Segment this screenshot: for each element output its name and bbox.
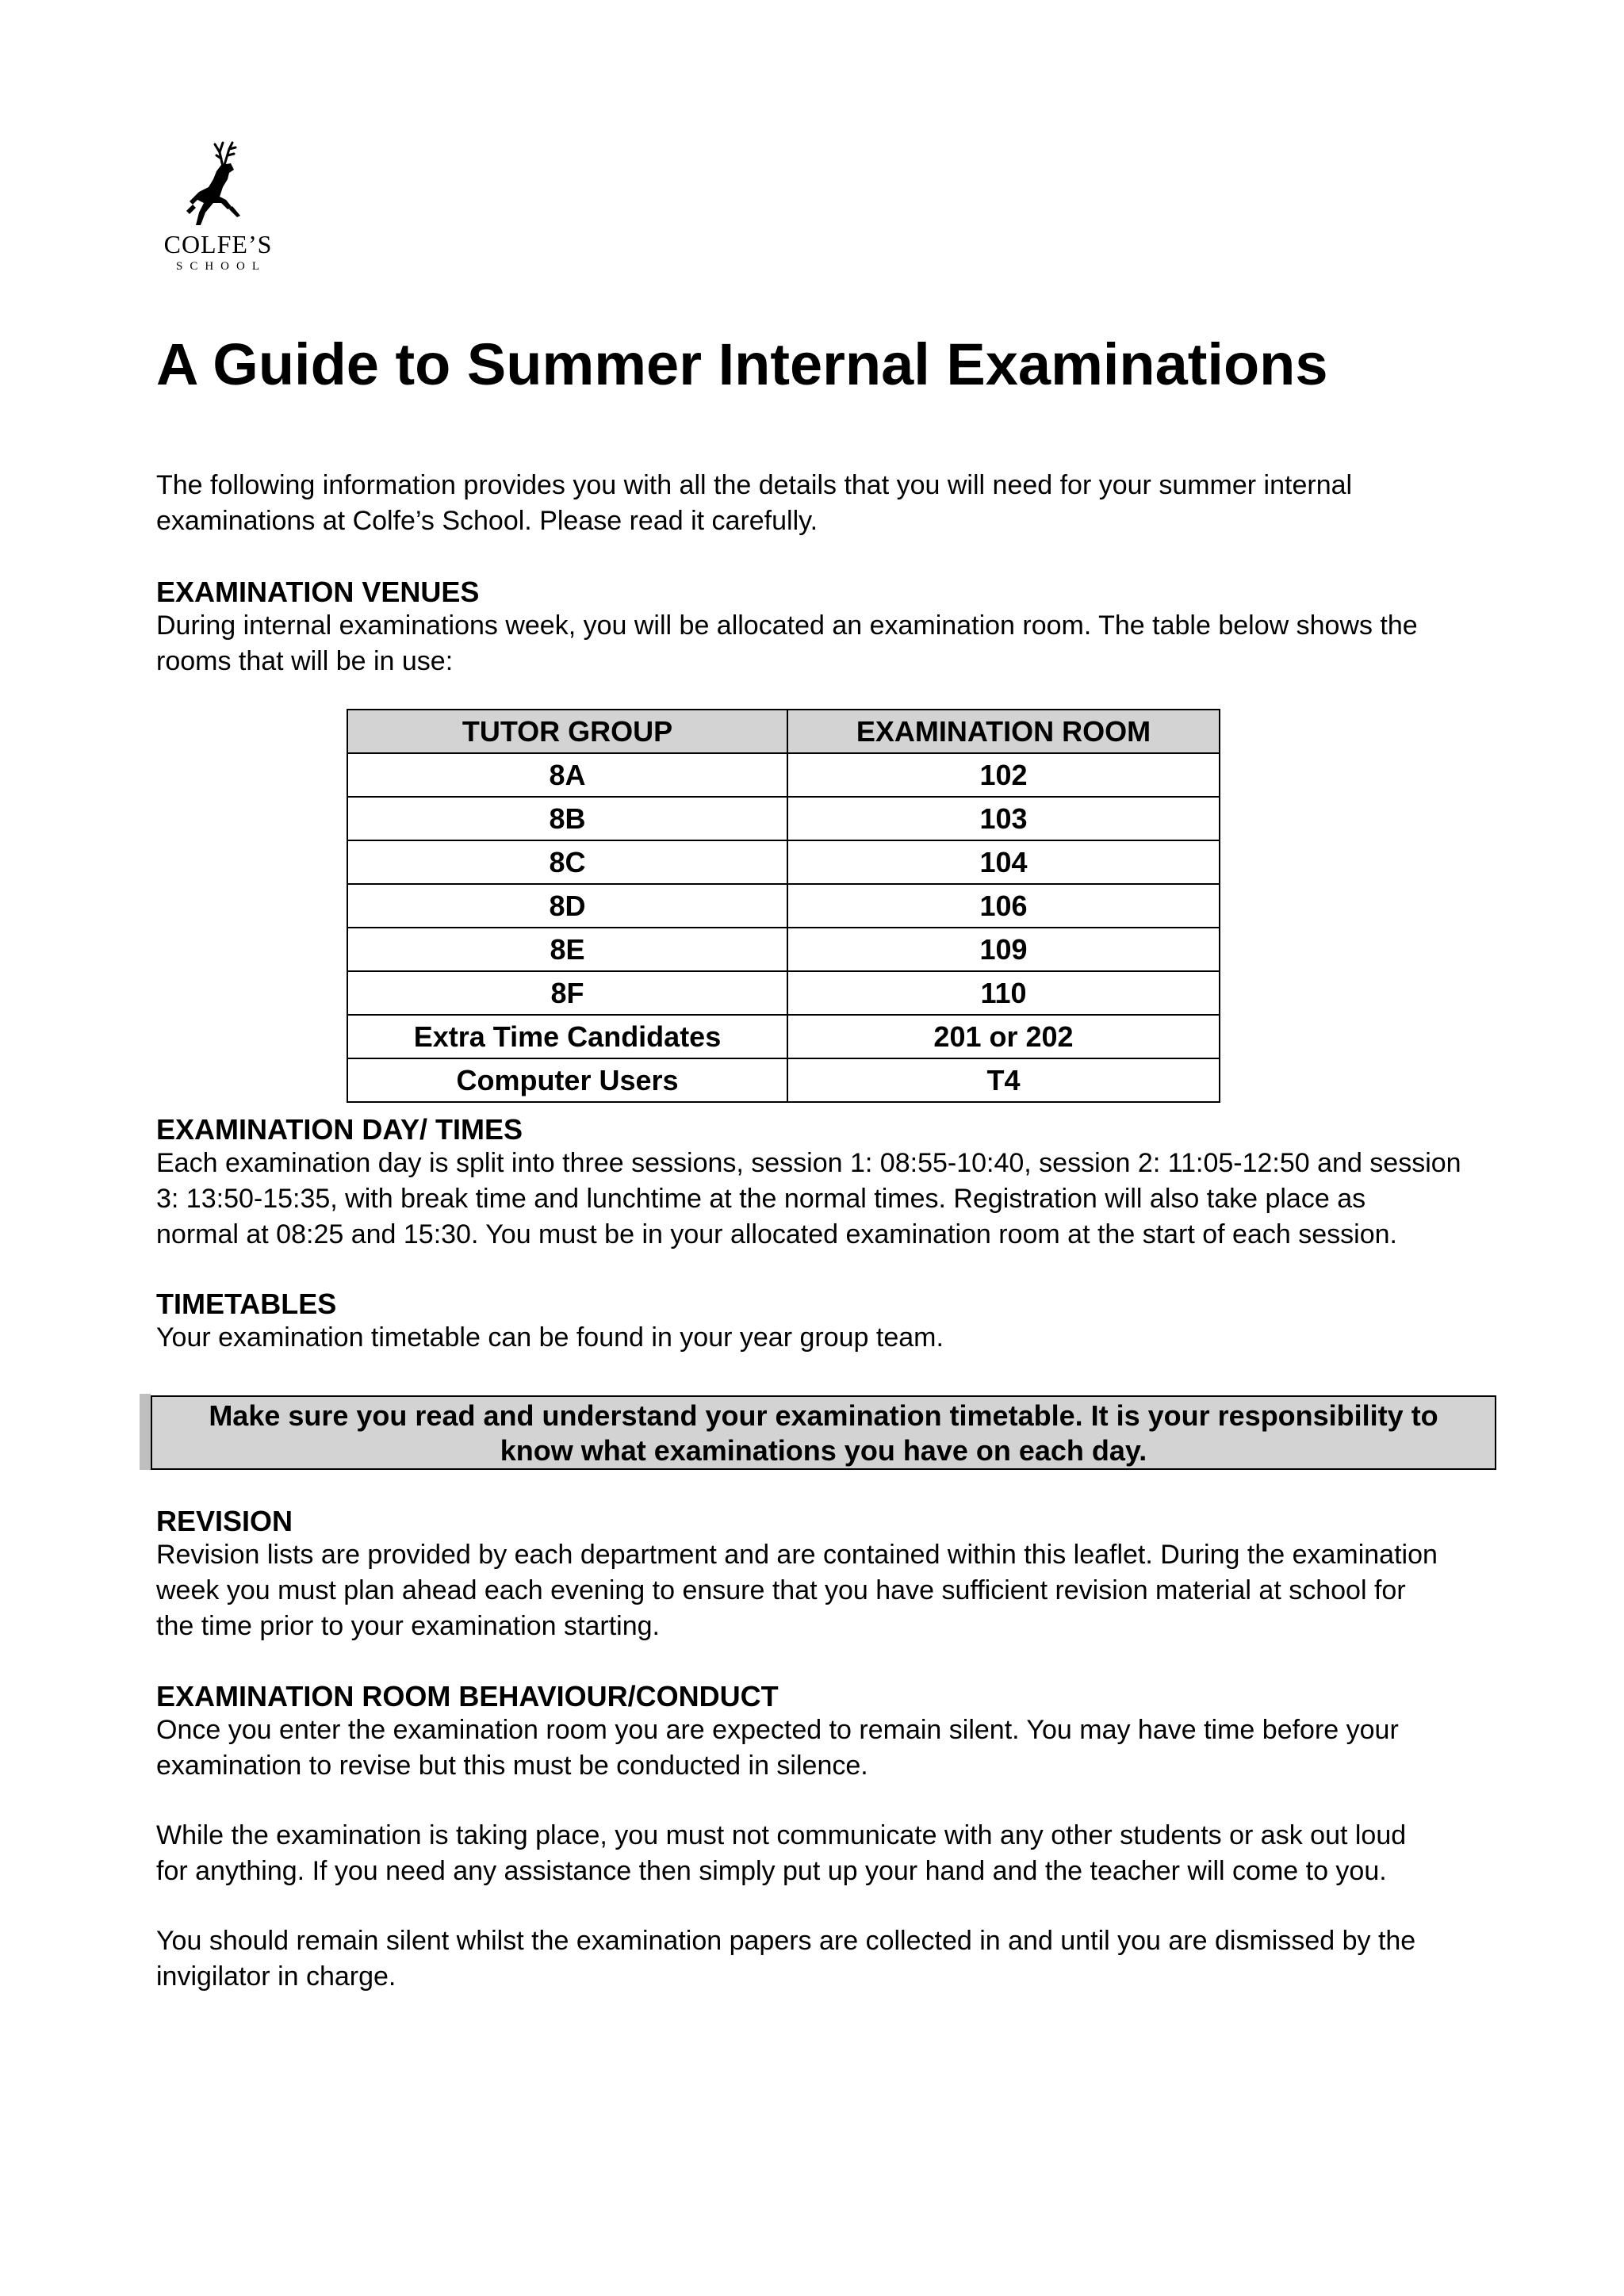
venues-paragraph — [156, 608, 1488, 679]
logo-subtitle: SCHOOL — [175, 260, 266, 273]
intro-paragraph — [156, 468, 1488, 539]
column-header-exam-room: EXAMINATION ROOM — [787, 710, 1220, 753]
notice-line: know what examinations you have on each day. — [500, 1434, 1147, 1467]
conduct-heading: EXAMINATION ROOM BEHAVIOUR/CONDUCT — [156, 1680, 779, 1712]
table-row — [347, 971, 1220, 1015]
text-line: invigilator in charge. — [156, 1961, 396, 1992]
exam-rooms-table — [347, 709, 1220, 1103]
text-line: for anything. If you need any assistance then simply put up your hand and the teacher will come to you. — [156, 1856, 1387, 1886]
notice-shadow — [140, 1394, 151, 1470]
table-row — [347, 1015, 1220, 1058]
text-line: examinations at Colfe’s School. Please read it carefully. — [156, 506, 818, 536]
tutor-group-cell: 8A — [347, 753, 787, 797]
times-heading: EXAMINATION DAY/ TIMES — [156, 1113, 523, 1146]
text-line: Your examination timetable can be found in your year group team. — [156, 1322, 944, 1353]
room-cell: 106 — [787, 884, 1220, 928]
text-line: week you must plan ahead each evening to ensure that you have sufficient revision material at school for — [156, 1575, 1406, 1605]
table-row — [347, 928, 1220, 971]
tutor-group-cell: 8D — [347, 884, 787, 928]
column-header-tutor-group: TUTOR GROUP — [347, 710, 787, 753]
text-line: The following information provides you with all the details that you will need for your summer internal — [156, 470, 1353, 500]
notice-line: Make sure you read and understand your examination timetable. It is your responsibility to — [209, 1399, 1438, 1432]
room-cell: 109 — [787, 928, 1220, 971]
page-title: A Guide to Summer Internal Examinations — [156, 331, 1328, 397]
table-row — [347, 797, 1220, 840]
tutor-group-cell: 8C — [347, 840, 787, 884]
timetables-heading: TIMETABLES — [156, 1288, 337, 1320]
revision-paragraph — [156, 1537, 1488, 1644]
room-cell: T4 — [787, 1058, 1220, 1102]
text-line: 3: 13:50-15:35, with break time and lunchtime at the normal times. Registration will also take place as — [156, 1184, 1366, 1214]
school-logo — [159, 141, 278, 282]
conduct-paragraph-2 — [156, 1818, 1488, 1889]
text-line: Once you enter the examination room you are expected to remain silent. You may have time before your — [156, 1715, 1399, 1745]
room-cell: 103 — [787, 797, 1220, 840]
room-cell: 102 — [787, 753, 1220, 797]
tutor-group-cell: Extra Time Candidates — [347, 1015, 787, 1058]
table-header-row — [347, 710, 1220, 753]
logo-name: COLFE’S — [163, 230, 273, 258]
tutor-group-cell: 8F — [347, 971, 787, 1015]
conduct-paragraph-1 — [156, 1712, 1488, 1784]
table-row — [347, 840, 1220, 884]
text-line: You should remain silent whilst the examination papers are collected in and until you are dismissed by the — [156, 1926, 1416, 1956]
table-row — [347, 1058, 1220, 1102]
room-cell: 201 or 202 — [787, 1015, 1220, 1058]
text-line: During internal examinations week, you will be allocated an examination room. The table below shows the — [156, 610, 1418, 641]
text-line: While the examination is taking place, you must not communicate with any other students or ask out loud — [156, 1820, 1407, 1850]
room-cell: 110 — [787, 971, 1220, 1015]
tutor-group-cell: 8B — [347, 797, 787, 840]
tutor-group-cell: Computer Users — [347, 1058, 787, 1102]
text-line: rooms that will be in use: — [156, 646, 454, 676]
venues-heading: EXAMINATION VENUES — [156, 576, 480, 608]
timetable-notice-box — [151, 1395, 1496, 1470]
table-row — [347, 753, 1220, 797]
stag-icon — [182, 141, 255, 230]
revision-heading: REVISION — [156, 1505, 293, 1537]
table-row — [347, 884, 1220, 928]
tutor-group-cell: 8E — [347, 928, 787, 971]
text-line: normal at 08:25 and 15:30. You must be in your allocated examination room at the start of each session. — [156, 1219, 1397, 1249]
text-line: Revision lists are provided by each department and are contained within this leaflet. During the examination — [156, 1540, 1438, 1570]
times-paragraph — [156, 1146, 1488, 1253]
text-line: the time prior to your examination starting. — [156, 1611, 660, 1641]
timetables-paragraph — [156, 1320, 1488, 1356]
conduct-paragraph-3 — [156, 1923, 1488, 1995]
text-line: examination to revise but this must be conducted in silence. — [156, 1751, 868, 1781]
text-line: Each examination day is split into three sessions, session 1: 08:55-10:40, session 2: 11:05-12:50 and session — [156, 1148, 1461, 1178]
room-cell: 104 — [787, 840, 1220, 884]
